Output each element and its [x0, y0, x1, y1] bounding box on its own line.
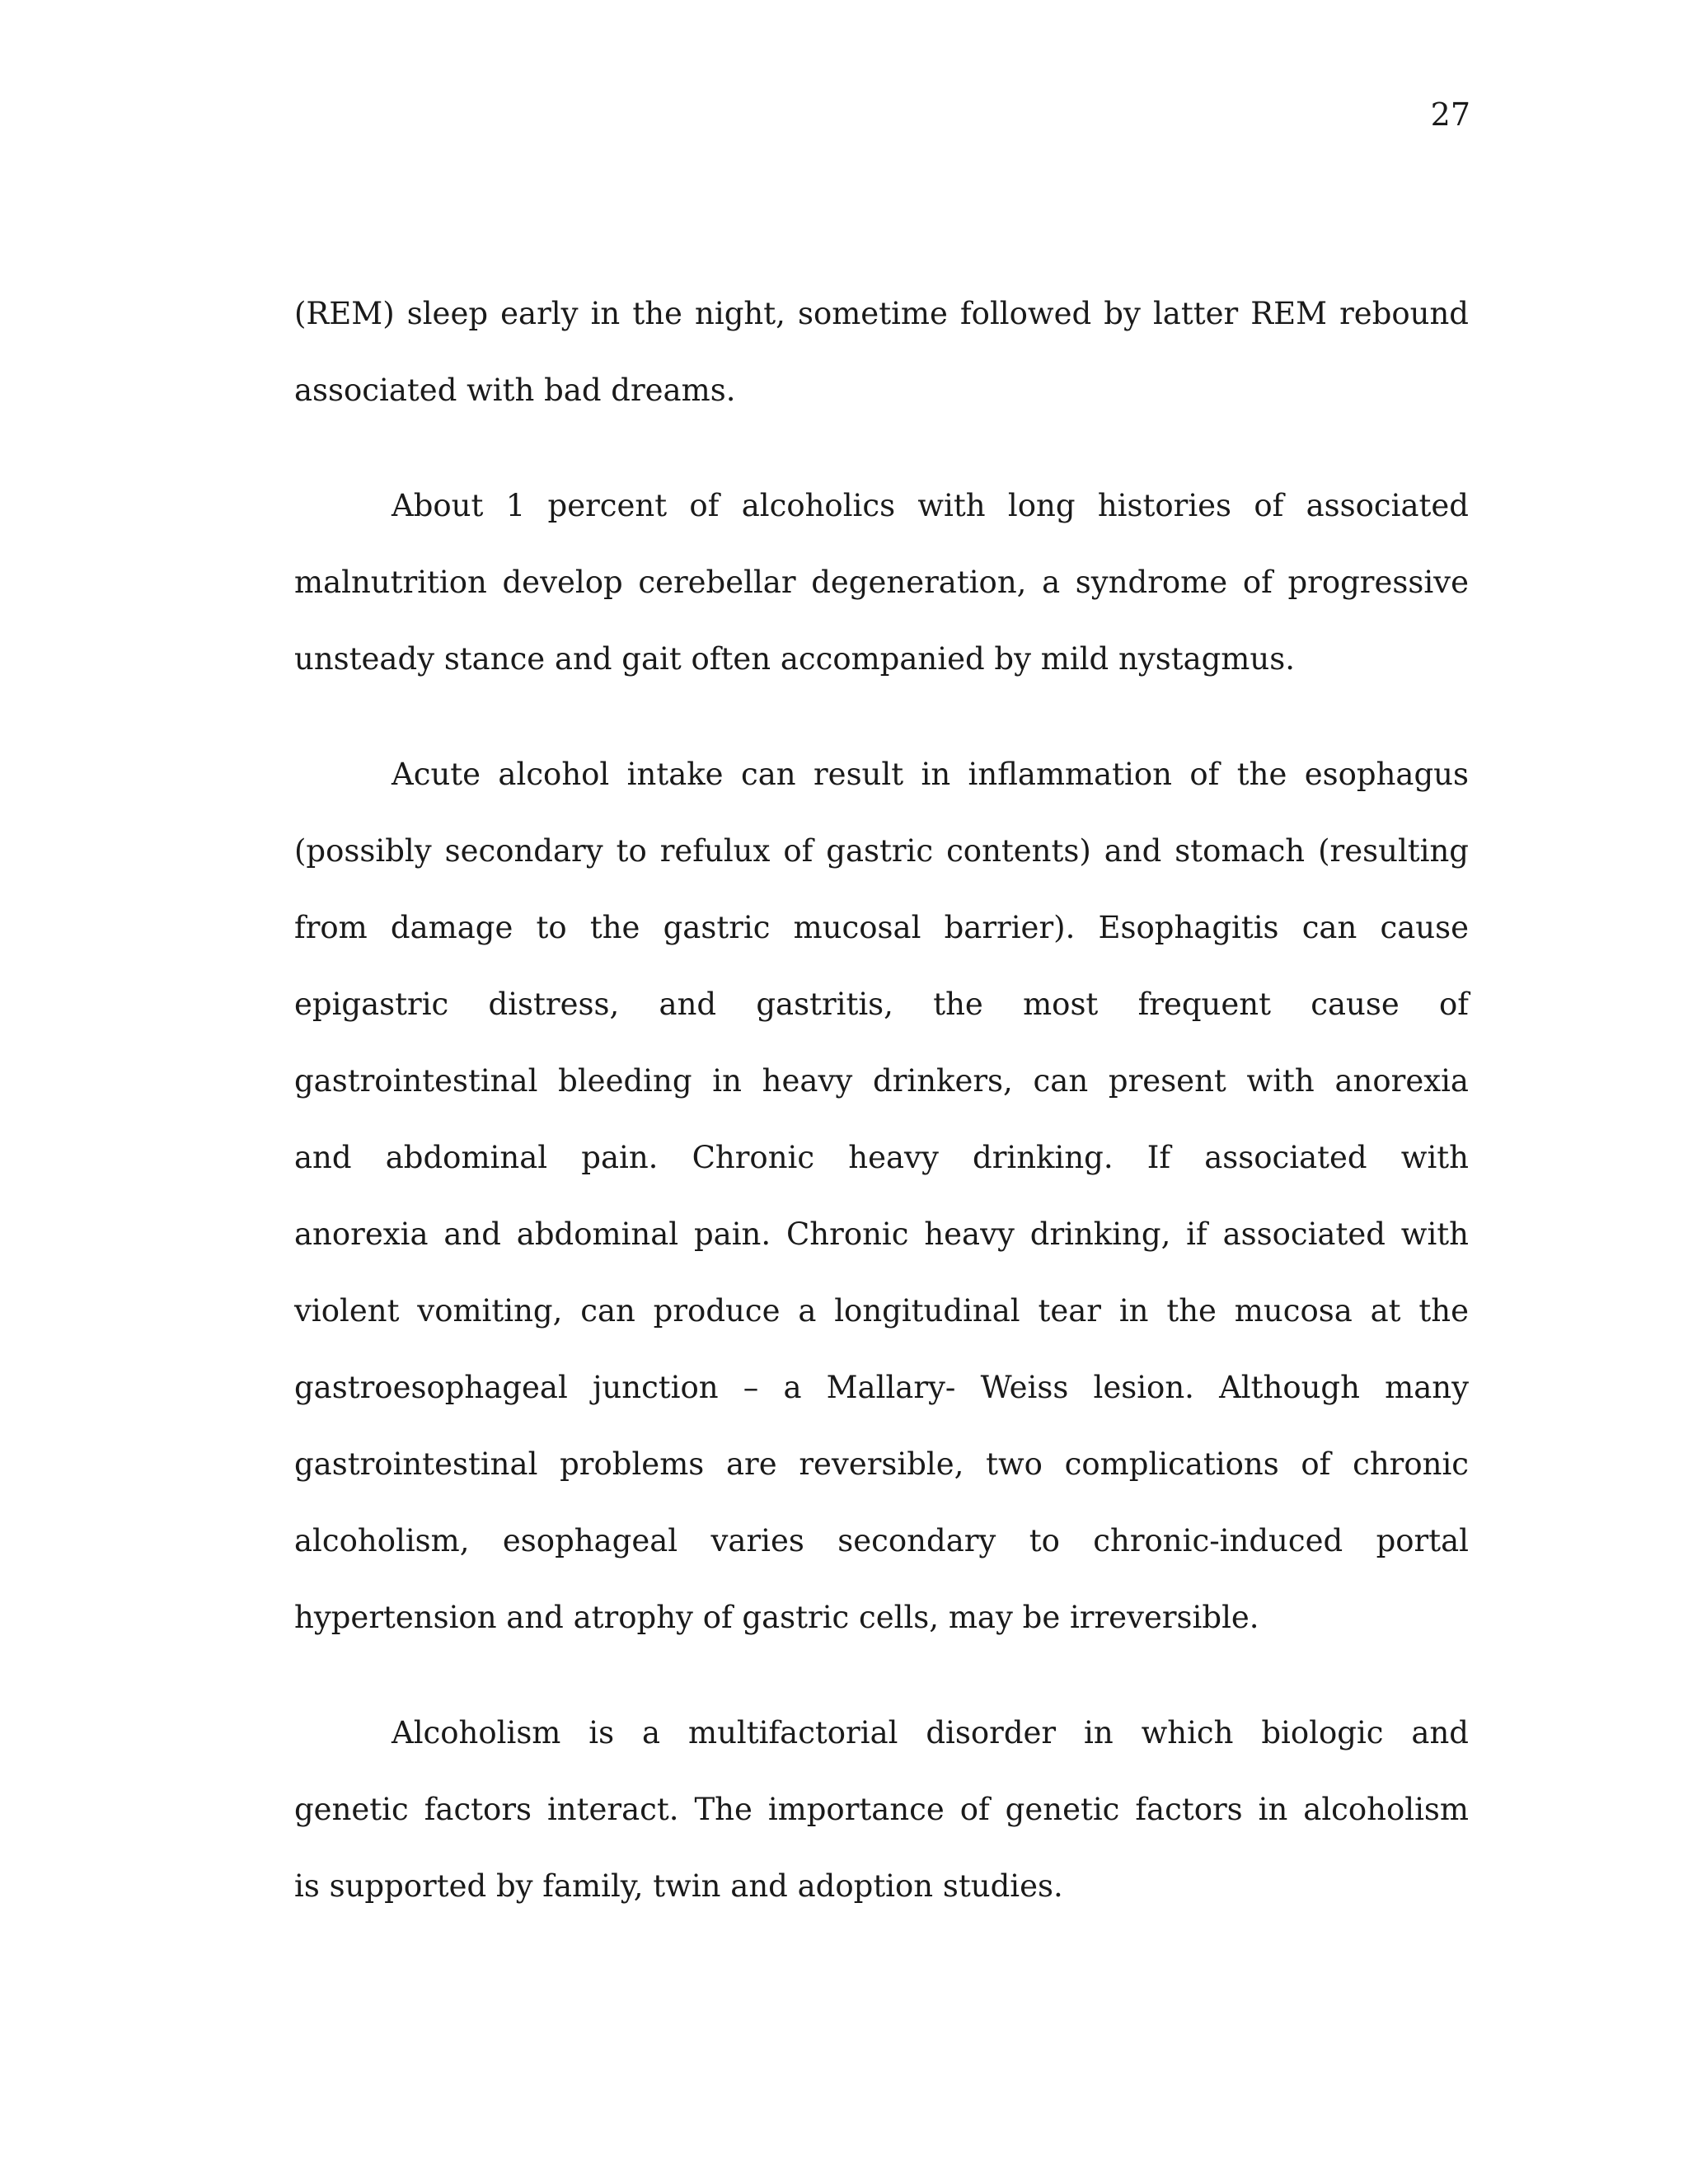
text-line: unsteady stance and gait often accompanied by mild nystagmus.	[294, 641, 1295, 677]
text-line: anorexia and abdominal pain. Chronic heavy drinking, if associated with	[294, 1216, 1469, 1252]
text-line: gastrointestinal bleeding in heavy drinkers, can present with anorexia	[294, 1063, 1469, 1099]
text-line: malnutrition develop cerebellar degeneration, a syndrome of progressive	[294, 565, 1469, 600]
page-number: 27	[1430, 96, 1470, 133]
paragraph	[294, 482, 1469, 712]
text-line: gastroesophageal junction – a Mallary- Weiss lesion. Although many	[294, 1370, 1469, 1405]
paragraph	[294, 290, 1469, 443]
text-line: Acute alcohol intake can result in inflammation of the esophagus	[392, 757, 1469, 792]
text-line: alcoholism, esophageal varies secondary to chronic-induced portal	[294, 1523, 1469, 1558]
paragraph	[294, 751, 1469, 1671]
body-text	[294, 290, 1469, 1939]
text-line: About 1 percent of alcoholics with long histories of associated	[392, 488, 1469, 523]
text-line: epigastric distress, and gastritis, the most frequent cause of	[294, 987, 1469, 1022]
text-line: violent vomiting, can produce a longitudinal tear in the mucosa at the	[294, 1293, 1469, 1329]
text-line: (REM) sleep early in the night, sometime followed by latter REM rebound	[294, 296, 1469, 331]
text-line: Alcoholism is a multifactorial disorder in which biologic and	[392, 1715, 1469, 1750]
text-line: gastrointestinal problems are reversible, two complications of chronic	[294, 1446, 1469, 1482]
text-line: associated with bad dreams.	[294, 373, 736, 408]
text-line: (possibly secondary to refulux of gastric contents) and stomach (resulting	[294, 833, 1469, 869]
text-line: from damage to the gastric mucosal barrier). Esophagitis can cause	[294, 910, 1469, 945]
paragraph	[294, 1709, 1469, 1939]
text-line: hypertension and atrophy of gastric cells, may be irreversible.	[294, 1600, 1259, 1635]
text-line: and abdominal pain. Chronic heavy drinking. If associated with	[294, 1140, 1469, 1175]
text-line: genetic factors interact. The importance of genetic factors in alcoholism	[294, 1792, 1469, 1827]
text-line: is supported by family, twin and adoption studies.	[294, 1868, 1063, 1904]
